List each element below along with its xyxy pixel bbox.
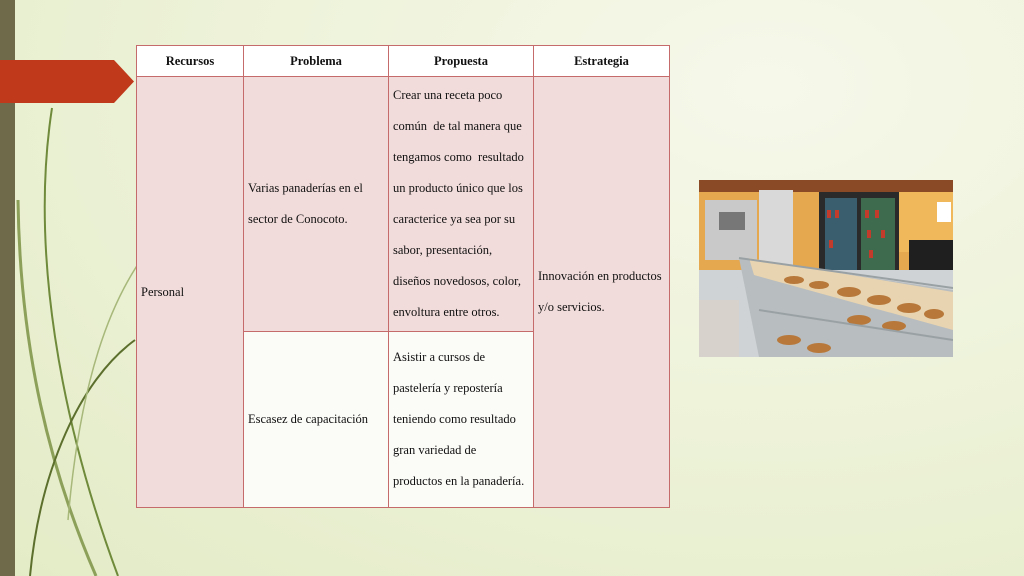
propuesta-line: caracterice ya sea por su xyxy=(393,212,516,226)
recurso-cell xyxy=(137,77,244,508)
problema-cell xyxy=(244,332,389,508)
estrategia-cell xyxy=(534,77,670,508)
header-estrategia: Estrategia xyxy=(534,46,670,77)
header-propuesta: Propuesta xyxy=(389,46,534,77)
propuesta-line: teniendo como resultado xyxy=(393,412,516,426)
table-row xyxy=(137,77,670,332)
recurso-text: Personal xyxy=(141,284,185,299)
propuesta-cell xyxy=(389,332,534,508)
header-problema: Problema xyxy=(244,46,389,77)
propuesta-line: envoltura entre otros. xyxy=(393,305,500,319)
propuesta-line: pastelería y repostería xyxy=(393,381,503,395)
bakery-display-counter-photo xyxy=(699,180,953,357)
strategy-table xyxy=(136,45,670,508)
propuesta-line: Crear una receta poco xyxy=(393,88,503,102)
red-arrow-shape xyxy=(0,60,134,103)
propuesta-line: tengamos como resultado xyxy=(393,150,524,164)
table-header-row xyxy=(137,46,670,77)
propuesta-line: productos en la panadería. xyxy=(393,474,525,488)
propuesta-line: sabor, presentación, xyxy=(393,243,493,257)
propuesta-line: diseños novedosos, color, xyxy=(393,274,521,288)
propuesta-line: gran variedad de xyxy=(393,443,477,457)
propuesta-line: un producto único que los xyxy=(393,181,523,195)
header-recursos: Recursos xyxy=(137,46,244,77)
problema-cell xyxy=(244,77,389,332)
propuesta-line: común de tal manera que xyxy=(393,119,522,133)
estrategia-line: Innovación en productos xyxy=(538,269,662,283)
problema-text: Varias panaderías en el sector de Conocoto. xyxy=(248,181,363,226)
problema-text: Escasez de capacitación xyxy=(248,412,369,426)
propuesta-cell xyxy=(389,77,534,332)
propuesta-line: Asistir a cursos de xyxy=(393,350,485,364)
estrategia-line: y/o servicios. xyxy=(538,300,605,314)
